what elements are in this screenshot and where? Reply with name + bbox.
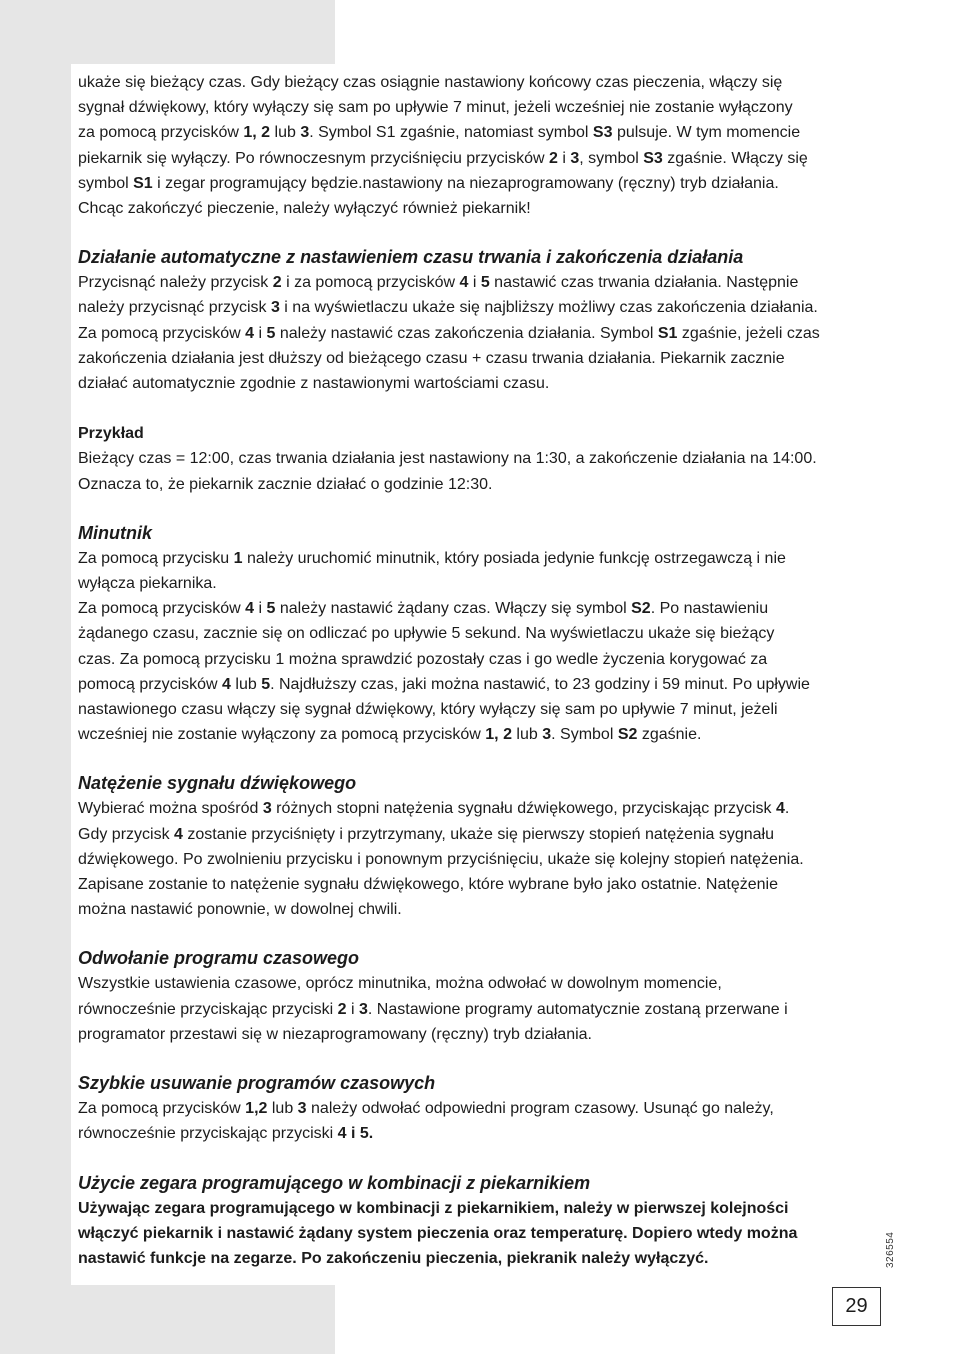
combo-paragraph xyxy=(78,1196,878,1272)
text-line: zakończenia działania jest dłuższy od bieżącego czasu + czasu trwania działania. Piekarnik zacznie xyxy=(78,349,785,367)
text-line: żądanego czasu, zacznie się on odliczać po upływie 5 sekund. Na wyświetlaczu ukaże się bieżący xyxy=(78,625,775,643)
minutnik-paragraph xyxy=(78,546,878,748)
section-heading-quick-delete: Szybkie usuwanie programów czasowych xyxy=(78,1073,436,1094)
example-paragraph xyxy=(78,446,878,496)
auto-section-paragraph xyxy=(78,270,878,396)
text-line: symbol S1 i zegar programujący będzie.nastawiony na niezaprogramowany (ręczny) tryb działania. xyxy=(78,174,779,192)
text-line: wcześniej nie zostanie wyłączony za pomocą przycisków 1, 2 lub 3. Symbol S2 zgaśnie. xyxy=(78,726,702,744)
document-code: 326554 xyxy=(885,1231,896,1268)
page-number: 29 xyxy=(832,1287,881,1326)
section-heading-combo: Użycie zegara programującego w kombinacji z piekarnikiem xyxy=(78,1172,591,1193)
text-line: można nastawić ponownie, w dowolnej chwili. xyxy=(78,901,402,919)
cancel-paragraph xyxy=(78,971,878,1047)
text-line: należy przycisnąć przycisk 3 i na wyświetlaczu ukaże się najbliższy możliwy czas zakończenia działania. xyxy=(78,299,818,317)
section-heading-auto: Działanie automatyczne z nastawieniem czasu trwania i zakończenia działania xyxy=(78,247,744,268)
text-line: Używając zegara programującego w kombinacji z piekarnikiem, należy w pierwszej kolejności xyxy=(78,1199,789,1217)
example-heading: Przykład xyxy=(78,425,144,443)
quick-delete-paragraph xyxy=(78,1096,878,1146)
text-line: za pomocą przycisków 1, 2 lub 3. Symbol S1 zgaśnie, natomiast symbol S3 pulsuje. W tym momencie xyxy=(78,124,801,142)
text-line: Za pomocą przycisku 1 należy uruchomić minutnik, który posiada jedynie funkcję ostrzegawczą i nie xyxy=(78,549,786,567)
text-line: pomocą przycisków 4 lub 5. Najdłuższy czas, jaki można nastawić, to 23 godziny i 59 minut. Po upływie xyxy=(78,675,810,693)
text-line: Wszystkie ustawienia czasowe, oprócz minutnika, można odwołać w dowolnym momencie, xyxy=(78,975,722,993)
text-line: Przycisnąć należy przycisk 2 i za pomocą przycisków 4 i 5 nastawić czas trwania działania. Następnie xyxy=(78,274,799,292)
text-line: piekarnik się wyłączy. Po równoczesnym przyciśnięciu przycisków 2 i 3, symbol S3 zgaśnie. Włączy się xyxy=(78,149,808,167)
text-line: Bieżący czas = 12:00, czas trwania działania jest nastawiony na 1:30, a zakończenie działania na 14:00. xyxy=(78,450,817,468)
text-line: działać automatycznie zgodnie z nastawionymi wartościami czasu. xyxy=(78,375,550,393)
text-line: Zapisane zostanie to natężenie sygnału dźwiękowego, które wybrane było jako ostatnie. Natężenie xyxy=(78,876,778,894)
text-line: nastawionego czasu włączy się sygnał dźwiękowy, który wyłączy się sam po upływie 7 minut, jeżeli xyxy=(78,701,778,719)
text-line: Gdy przycisk 4 zostanie przyciśnięty i przytrzymany, ukaże się pierwszy stopień natężenia sygnału xyxy=(78,825,774,843)
section-heading-minutnik: Minutnik xyxy=(78,522,152,543)
text-line: Za pomocą przycisków 4 i 5 należy nastawić czas zakończenia działania. Symbol S1 zgaśnie, jeżeli czas xyxy=(78,324,820,342)
text-line: dźwiękowego. Po zwolnieniu przycisku i ponownym przyciśnięciu, ukaże się kolejny stopień natężenia. xyxy=(78,850,804,868)
text-line: czas. Za pomocą przycisku 1 można sprawdzić pozostały czas i go wedle życzenia korygować za xyxy=(78,650,768,668)
section-heading-cancel: Odwołanie programu czasowego xyxy=(78,948,360,969)
text-line: wyłącza piekarnika. xyxy=(78,575,217,593)
text-line: Za pomocą przycisków 4 i 5 należy nastawić żądany czas. Włączy się symbol S2. Po nastawieniu xyxy=(78,600,769,618)
section-heading-volume: Natężenie sygnału dźwiękowego xyxy=(78,773,357,794)
text-line: programator przestawi się w niezaprogramowany (ręczny) tryb działania. xyxy=(78,1025,592,1043)
text-line: włączyć piekarnik i nastawić żądany system pieczenia oraz temperaturę. Dopiero wtedy można xyxy=(78,1224,798,1242)
document-body xyxy=(78,70,878,1271)
intro-paragraph xyxy=(78,70,878,221)
text-line: Chcąc zakończyć pieczenie, należy wyłączyć również piekarnik! xyxy=(78,200,531,218)
text-line: Wybierać można spośród 3 różnych stopni natężenia sygnału dźwiękowego, przyciskając przycisk 4. xyxy=(78,800,790,818)
text-line: ukaże się bieżący czas. Gdy bieżący czas osiągnie nastawiony końcowy czas pieczenia, włączy się xyxy=(78,74,783,91)
text-line: sygnał dźwiękowy, który wyłączy się sam po upływie 7 minut, jeżeli wcześniej nie zostanie wyłączony xyxy=(78,99,793,117)
text-line: równocześnie przyciskając przyciski 4 i 5. xyxy=(78,1125,374,1143)
volume-paragraph xyxy=(78,796,878,922)
text-line: nastawić funkcje na zegarze. Po zakończeniu pieczenia, piekranik należy wyłączyć. xyxy=(78,1249,709,1267)
text-line: Oznacza to, że piekarnik zacznie działać o godzinie 12:30. xyxy=(78,475,493,493)
text-line: równocześnie przyciskając przyciski 2 i 3. Nastawione programy automatycznie zostaną przerwane i xyxy=(78,1000,788,1018)
text-line: Za pomocą przycisków 1,2 lub 3 należy odwołać odpowiedni program czasowy. Usunąć go należy, xyxy=(78,1100,774,1118)
